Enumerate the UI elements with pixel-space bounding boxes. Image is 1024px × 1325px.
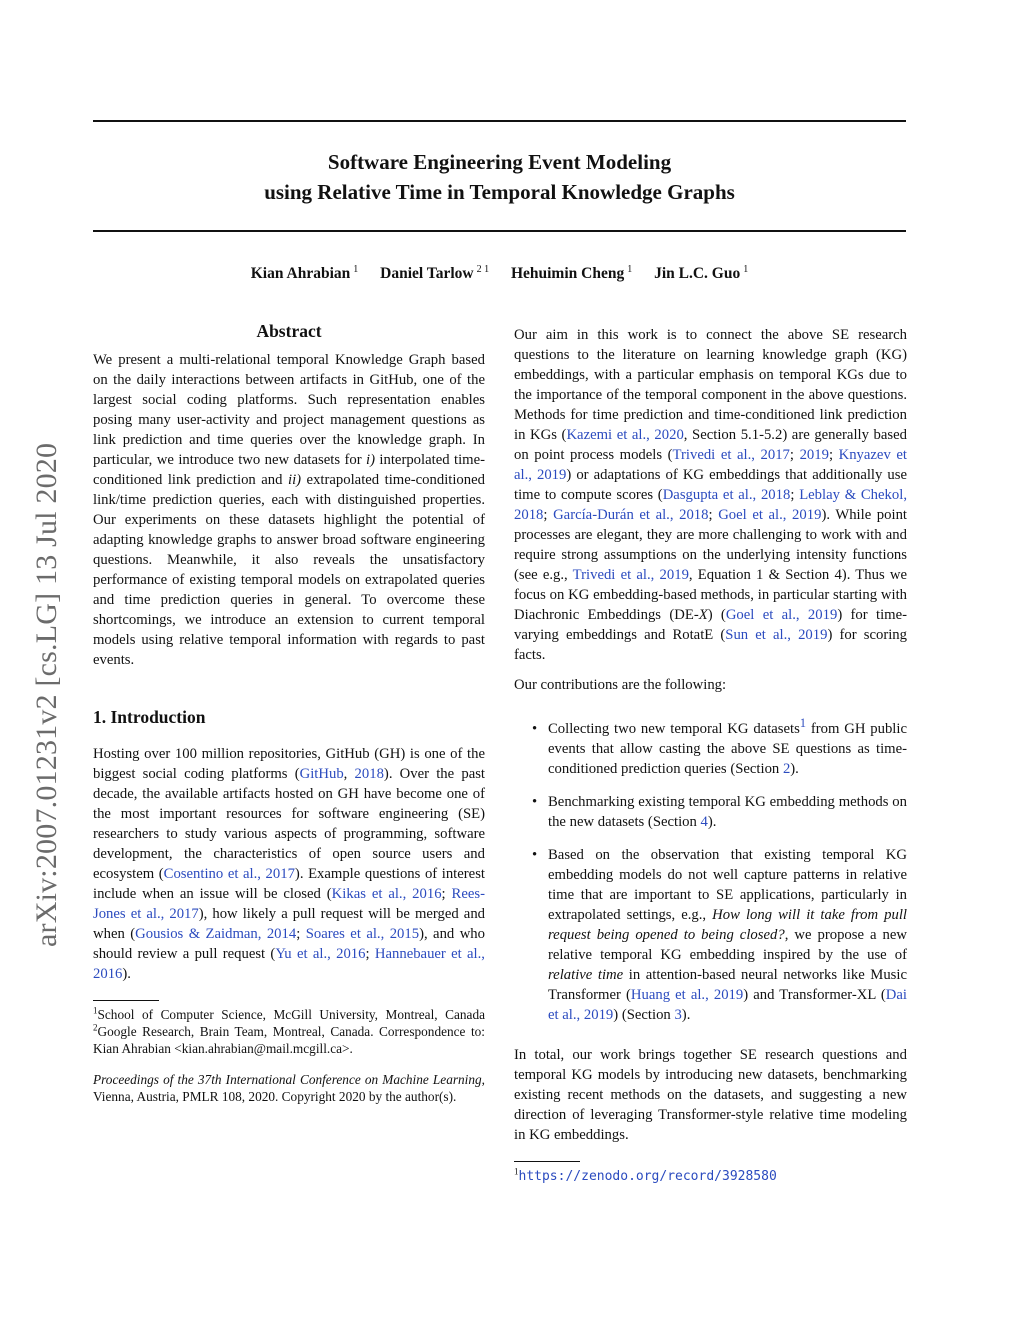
bullet-icon: • [532,847,538,863]
text: ; [790,487,800,503]
footnote-text: School of Computer Science, McGill University, Montreal, Canada [97,1007,485,1022]
section-link[interactable]: 4 [700,814,708,830]
abstract-body [93,350,485,670]
right-column [514,325,907,1185]
citation-link[interactable]: Goel et al., 2019 [718,507,822,523]
citation-link[interactable]: 2019 [799,447,829,463]
text: from GH public events that allow casting the above SE questions as time-conditioned prediction queries (Section [548,721,907,777]
author-affiliation-mark: 1 [627,263,633,275]
italic-text: relative time [548,967,624,983]
dataset-footnote [514,1167,907,1185]
footnote-mark: 1 [799,716,806,731]
text: ) for scoring facts. [514,627,907,663]
author-affiliation-mark: 1 [353,263,359,275]
contributions-list [514,716,907,1025]
text: ). [707,814,717,830]
section-link[interactable]: 3 [674,1007,682,1023]
text: ). [122,966,131,982]
footnote-rule [93,1000,159,1001]
abstract-text: We present a multi-relational temporal Knowledge Graph based on the daily interactions between artifacts in GitHub, one of the largest social coding platforms. Such representation enables posing many user-activity and project management questions as link prediction and time queries over the knowledge graph. In particular, we introduce two new datasets for [93,352,485,468]
text: ) or adaptations of KG embeddings that additionally use time to compute scores ( [514,467,907,503]
text: in attention-based neural networks like Music Transformer ( [548,967,907,1003]
abstract-text: interpolated time-conditioned link prediction and [93,452,485,488]
section-link[interactable]: 2 [782,761,791,777]
proceedings-italic: 37th [197,1072,222,1087]
citation-link[interactable]: Knyazev et al., 2019 [514,447,907,483]
citation-link[interactable]: Dai et al., 2019 [548,987,907,1023]
citation-link[interactable]: Rees-Jones et al., 2017 [93,886,485,922]
list-item [514,716,907,779]
author [654,265,748,282]
text: ; [441,886,452,902]
text: , [343,766,355,782]
proceedings-note [93,1071,485,1105]
paper-title-line-2: using Relative Time in Temporal Knowledge Graphs [264,180,735,204]
left-column [93,320,485,1105]
text: ). [681,1007,691,1023]
citation-link[interactable]: Yu et al., 2016 [275,946,366,962]
citation-link[interactable]: Goel et al., 2019 [725,607,838,623]
section-heading-introduction: 1. Introduction [93,707,206,727]
footnote-rule [514,1161,580,1162]
list-item [514,792,907,832]
text: ) (Section [613,1007,675,1023]
text: ), how likely a pull request will be merged and when ( [93,906,486,942]
citation-link[interactable]: Huang et al., 2019 [630,987,744,1003]
contributions-intro: Our contributions are the following: [514,677,727,693]
footnote-text: Google Research, Brain Team, Montreal, Canada. Correspondence to: Kian Ahrabian <kian.ahrabian@mail.mcgill.ca>. [93,1024,485,1056]
text: ). [790,761,799,777]
introduction-paragraph [93,744,485,984]
bullet-icon: • [532,794,538,810]
author-affiliation-mark: 2 1 [476,263,490,275]
bullet-icon: • [532,721,538,737]
abstract-italic: ii) [287,472,302,488]
text: Our aim in this work is to connect the above SE research questions to the literature on learning knowledge graph (KG) embeddings, with a particular emphasis on temporal KGs due to the importance of the temporal component in the above questions. Methods for time prediction and time-conditioned link prediction in KGs ( [514,327,907,443]
author-name: Hehuimin Cheng [510,265,625,282]
author [251,265,359,282]
citation-link[interactable]: 2018 [354,766,384,782]
text: ). Example questions of interest include when an issue will be closed ( [93,866,485,902]
citation-link[interactable]: Hannebauer et al., 2016 [93,946,485,982]
text: ; [365,946,375,962]
author-name: Daniel Tarlow [380,265,474,282]
text: Hosting over 100 million repositories, GitHub (GH) is one of the biggest social coding platforms ( [93,746,485,782]
text: ). Over the past decade, the available artifacts hosted on GH have become one of the most important resources for software engineering (SE) researchers to study various aspects of programming, software development, the characteristics of open source users and ecosystem ( [93,766,486,882]
proceedings-italic: International Conference on Machine Learning [221,1072,482,1087]
footnote-mark: 1 [93,1005,98,1016]
citation-link[interactable]: Soares et al., 2015 [305,926,420,942]
author [380,265,489,282]
text: ; [828,447,839,463]
text: Benchmarking existing temporal KG embedding methods on the new datasets (Section [548,794,907,830]
aim-paragraph [514,325,907,665]
text: Collecting two new temporal KG datasets [548,721,800,737]
citation-link[interactable]: Cosentino et al., 2017 [163,866,295,882]
citation-link[interactable]: Leblay & Chekol, 2018 [514,487,907,523]
text: ; [789,447,800,463]
citation-link[interactable]: García-Durán et al., 2018 [553,507,709,523]
author-list [93,265,906,283]
citation-link[interactable]: Trivedi et al., 2017 [672,447,790,463]
list-item [514,845,907,1025]
closing-paragraph: In total, our work brings together SE research questions and temporal KG models by introducing new datasets, benchmarking existing recent methods on the datasets, and suggesting a new direction of leveraging Transformer-style relative time modeling in KG embeddings. [514,1047,907,1143]
citation-link[interactable]: Gousios & Zaidman, 2014 [135,926,297,942]
citation-link[interactable]: GitHub [299,766,344,782]
text: , we propose a new relative temporal KG embedding inspired by the use of [548,927,907,963]
citation-link[interactable]: Dasgupta et al., 2018 [662,487,791,503]
title-rule-top [93,120,906,122]
proceedings-text: , Vienna, Austria, PMLR 108, 2020. Copyright 2020 by the author(s). [93,1072,485,1104]
paper-title-line-1: Software Engineering Event Modeling [327,150,672,174]
italic-text: How long will it take from pull request being opened to being closed? [548,907,907,943]
footnote-mark: 1 [514,1166,519,1177]
abstract-text: extrapolated time-conditioned link/time prediction queries, each with distinguished properties. Our experiments on these datasets highlight the potential of adapting knowledge graphs to answer broad software engineering questions. Meanwhile, it also reveals the unsatisfactory performance of existing temporal models on extrapolated queries and time prediction queries in general. To overcome these shortcomings, we introduce an extension to current temporal models using relative temporal information with regards to past events. [93,472,485,668]
text: , Section 5.1-5.2) are generally based on point process models ( [514,427,907,463]
title-rule-bottom [93,230,906,232]
arxiv-stamp-text: arXiv:2007.01231v2 [cs.LG] 13 Jul 2020 [30,442,63,947]
citation-link[interactable]: Sun et al., 2019 [725,627,828,643]
text: ) ( [707,607,726,623]
text: ), and who should review a pull request ( [93,926,485,962]
abstract-heading: Abstract [256,321,322,341]
text: ) and Transformer-XL ( [743,987,886,1003]
citation-link[interactable]: Trivedi et al., 2019 [572,567,689,583]
citation-link[interactable]: Kikas et al., 2016 [331,886,442,902]
citation-link[interactable]: Kazemi et al., 2020 [566,427,684,443]
footnote-mark: 2 [93,1022,98,1033]
author-affiliation-mark: 1 [743,263,749,275]
math-variable: X [698,607,708,623]
text: ; [543,507,554,523]
text: ) for time-varying embeddings and RotatE ( [514,607,907,643]
author [511,265,632,282]
abstract-italic: i) [366,452,375,468]
text: ). While point processes are elegant, they are more challenging to work with and require strong assumptions on the underlying intensity functions (see e.g., [514,507,907,583]
arxiv-stamp [24,367,68,947]
text: ; [708,507,719,523]
affiliation-footnote [93,1006,485,1057]
text: ; [296,926,306,942]
proceedings-italic: Proceedings of the [93,1072,198,1087]
text: , Equation 1 & Section 4). Thus we focus on KG embedding-based methods, in particular starting with Diachronic Embeddings (DE- [514,567,907,623]
text: Based on the observation that existing temporal KG embedding models do not well capture patterns in relative time that are important to SE applications, particularly in extrapolated settings, e.g., [548,847,907,923]
author-name: Kian Ahrabian [250,265,351,282]
author-name: Jin L.C. Guo [654,265,741,282]
dataset-url-link[interactable]: https://zenodo.org/record/3928580 [518,1169,777,1184]
